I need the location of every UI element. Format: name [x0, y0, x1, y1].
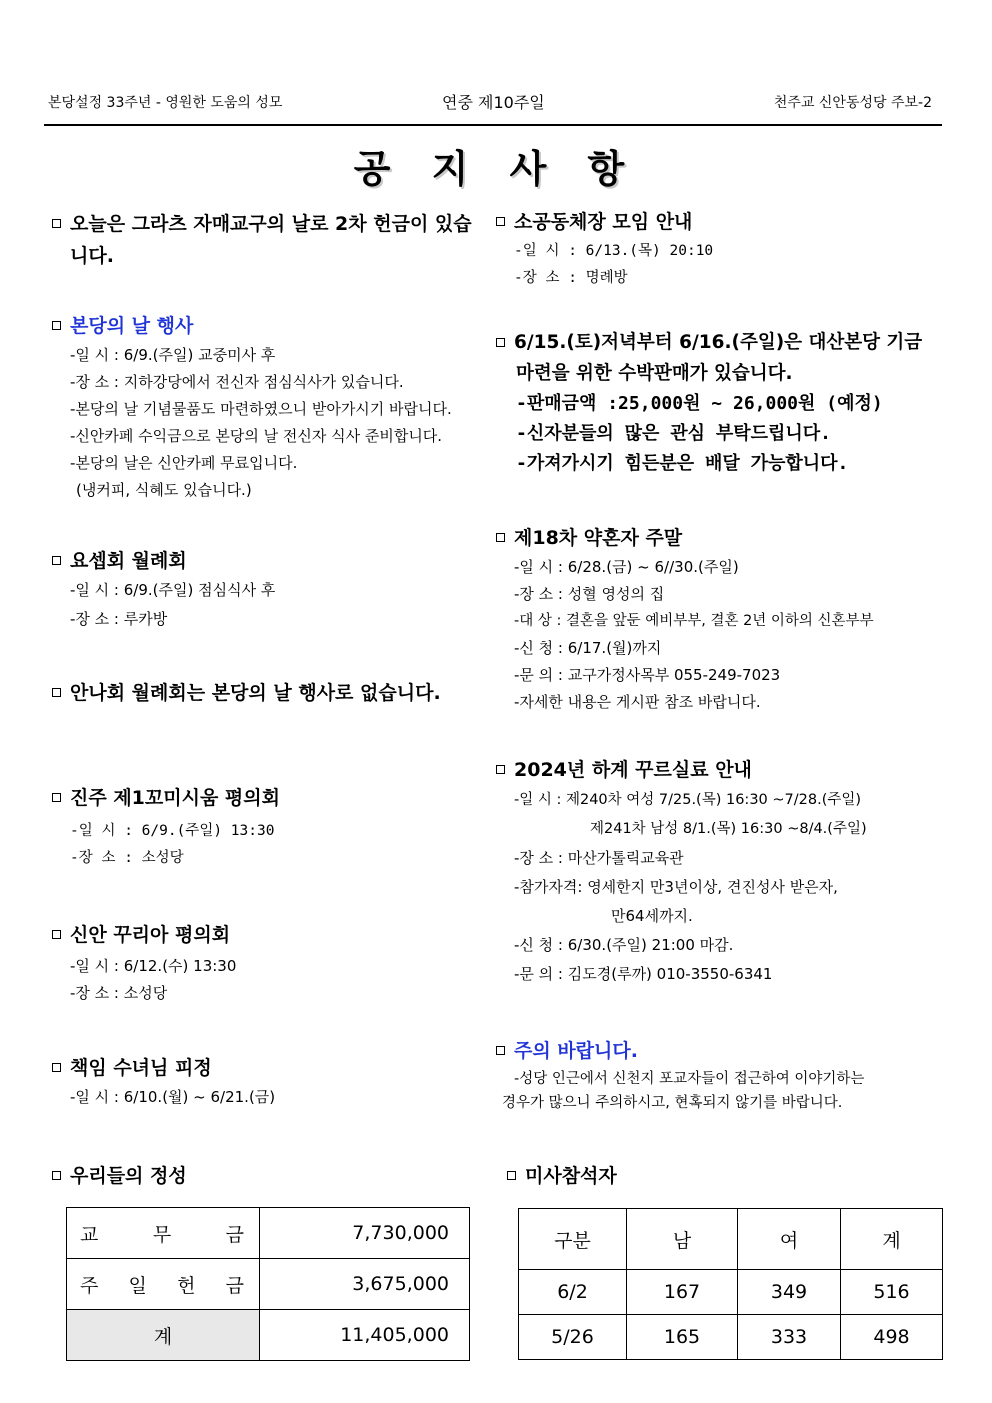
table-row	[67, 1259, 470, 1310]
checkbox-bullet-icon	[52, 219, 61, 228]
notice-line: -신안카페 수익금으로 본당의 날 전신자 식사 준비합니다.	[70, 427, 443, 445]
checkbox-bullet-icon	[496, 338, 505, 347]
notice-title: 2024년 하계 꾸르실료 안내	[514, 759, 752, 781]
notice-title: 요셉회 월례회	[70, 550, 187, 572]
notice-cursillo	[494, 754, 939, 989]
notice-title: 오늘은 그라츠 자매교구의 날로 2차 헌금이 있습니다.	[70, 213, 472, 267]
notice-line: -장 소 : 소성당	[70, 984, 168, 1002]
checkbox-bullet-icon	[52, 688, 61, 697]
table-cell: 6/2	[519, 1270, 627, 1315]
table-row	[519, 1315, 943, 1360]
notice-title: 6/15.(토)저녁부터 6/16.(주일)은 대산본당 기금	[514, 332, 923, 353]
notice-title: 신안 꾸리아 평의회	[70, 924, 231, 946]
notice-line: -참가자격: 영세한지 만3년이상, 견진성사 받은자,	[514, 878, 838, 896]
notice-title: 소공동체장 모임 안내	[514, 211, 693, 233]
table-cell: 333	[738, 1315, 841, 1360]
notice-line: 경우가 많으니 주의하시고, 현혹되지 않기를 바랍니다.	[502, 1095, 843, 1111]
attendance-title: 미사참석자	[525, 1165, 617, 1187]
page-title: 공 지 사 항	[353, 147, 639, 191]
notice-joseph-meeting	[50, 545, 475, 633]
checkbox-bullet-icon	[52, 930, 61, 939]
offering-label: 계	[67, 1310, 260, 1361]
offering-label: 교 무 금	[67, 1208, 260, 1259]
table-cell: 167	[627, 1270, 738, 1315]
checkbox-bullet-icon	[52, 793, 61, 802]
offering-title: 우리들의 정성	[70, 1165, 187, 1187]
checkbox-bullet-icon	[496, 765, 505, 774]
table-cell: 5/26	[519, 1315, 627, 1360]
notice-line: -성당 인근에서 신천지 포교자들이 접근하여 이야기하는	[514, 1071, 865, 1087]
notice-line: -대 상 : 결혼을 앞둔 예비부부, 결혼 2년 이하의 신혼부부	[514, 613, 874, 629]
notice-title: 안나회 월례회는 본당의 날 행사로 없습니다.	[70, 682, 441, 704]
notice-line: -본당의 날 기념물품도 마련하였으니 받아가시기 바랍니다.	[70, 400, 452, 418]
notice-engaged-weekend	[494, 522, 939, 716]
notice-line: -장 소 : 지하강당에서 전신자 점심식사가 있습니다.	[70, 373, 404, 391]
notice-line: -문 의 : 김도경(루까) 010-3550-6341	[514, 965, 773, 983]
notice-line: -일 시 : 6/13.(목) 20:10	[514, 243, 714, 259]
notice-title: 책임 수녀님 피정	[70, 1057, 212, 1079]
notice-line: (냉커피, 식혜도 있습니다.)	[76, 481, 252, 499]
attendance-table	[518, 1208, 943, 1360]
notice-line: -일 시 : 6/9.(주일) 13:30	[70, 823, 275, 839]
notice-parish-day	[50, 310, 490, 504]
notice-line: -신 청 : 6/30.(주일) 21:00 마감.	[514, 936, 734, 954]
notice-comitium	[50, 782, 475, 872]
notice-bold-line: -판매금액 :25,000원 ~ 26,000원 (예정)	[516, 393, 883, 414]
offering-value: 3,675,000	[260, 1259, 470, 1310]
notice-bold-line: -신자분들의 많은 관심 부탁드립니다.	[516, 423, 832, 444]
checkbox-bullet-icon	[496, 217, 505, 226]
notice-line: -장 소 : 마산가톨릭교육관	[514, 849, 684, 867]
table-row	[519, 1270, 943, 1315]
notice-line: -장 소 : 루카방	[70, 610, 168, 628]
checkbox-bullet-icon	[496, 533, 505, 542]
table-header-cell: 계	[841, 1209, 943, 1270]
notice-line: -장 소 : 성혈 영성의 집	[514, 585, 665, 603]
notice-title: 주의 바랍니다.	[514, 1040, 638, 1062]
notice-title: 본당의 날 행사	[70, 315, 194, 337]
attendance-section	[505, 1160, 805, 1192]
notice-line: -일 시 : 6/10.(월) ~ 6/21.(금)	[70, 1088, 276, 1106]
notice-title: 제18차 약혼자 주말	[514, 527, 683, 549]
table-header-cell: 여	[738, 1209, 841, 1270]
table-cell: 349	[738, 1270, 841, 1315]
notice-caution	[494, 1035, 944, 1115]
notice-line: 만64세까지.	[611, 907, 693, 925]
notice-curia	[50, 919, 475, 1007]
header-center: 연중 제10주일	[442, 93, 545, 112]
table-cell: 498	[841, 1315, 943, 1360]
checkbox-bullet-icon	[52, 1063, 61, 1072]
notice-line: -일 시 : 6/9.(주일) 교중미사 후	[70, 346, 276, 364]
notice-line: 제241차 남성 8/1.(목) 16:30 ~8/4.(주일)	[590, 821, 867, 837]
header-left: 본당설정 33주년 - 영원한 도움의 성모	[48, 95, 283, 111]
table-row	[67, 1310, 470, 1361]
notice-line: -일 시 : 6/28.(금) ~ 6//30.(주일)	[514, 558, 739, 576]
offering-table	[66, 1207, 470, 1361]
offering-section	[50, 1160, 350, 1192]
notice-line: -일 시 : 6/9.(주일) 점심식사 후	[70, 581, 276, 599]
checkbox-bullet-icon	[52, 556, 61, 565]
notice-line: -문 의 : 교구가정사목부 055-249-7023	[514, 666, 781, 684]
offering-label: 주 일 헌 금	[67, 1259, 260, 1310]
notice-line: -일 시 : 제240차 여성 7/25.(목) 16:30 ~7/28.(주일)	[514, 792, 862, 808]
notice-anna-meeting	[50, 677, 470, 709]
notice-line: -장 소 : 소성당	[70, 850, 184, 866]
notice-sister-retreat	[50, 1052, 475, 1111]
notice-line: -자세한 내용은 게시판 참조 바랍니다.	[514, 693, 761, 711]
table-cell: 516	[841, 1270, 943, 1315]
checkbox-bullet-icon	[52, 321, 61, 330]
notice-title-cont: 마련을 위한 수박판매가 있습니다.	[516, 363, 793, 384]
header-right: 천주교 신안동성당 주보-2	[773, 95, 932, 111]
table-header-row	[519, 1209, 943, 1270]
notice-second-collection	[50, 208, 475, 272]
notice-line: -본당의 날은 신안카페 무료입니다.	[70, 454, 298, 472]
notice-watermelon-sale	[494, 327, 939, 479]
table-header-cell: 남	[627, 1209, 738, 1270]
notice-title: 진주 제1꼬미시움 평의회	[70, 787, 280, 809]
table-cell: 165	[627, 1315, 738, 1360]
notice-line: -신 청 : 6/17.(월)까지	[514, 639, 662, 657]
notice-bold-line: -가져가시기 힘든분은 배달 가능합니다.	[516, 453, 849, 474]
checkbox-bullet-icon	[52, 1171, 61, 1180]
notice-line: -장 소 : 명례방	[514, 270, 628, 286]
table-row	[67, 1208, 470, 1259]
offering-value: 11,405,000	[260, 1310, 470, 1361]
checkbox-bullet-icon	[496, 1046, 505, 1055]
checkbox-bullet-icon	[507, 1171, 516, 1180]
bulletin-header	[44, 88, 942, 126]
notice-line: -일 시 : 6/12.(수) 13:30	[70, 957, 237, 975]
table-header-cell: 구분	[519, 1209, 627, 1270]
notice-small-community	[494, 206, 939, 292]
offering-value: 7,730,000	[260, 1208, 470, 1259]
